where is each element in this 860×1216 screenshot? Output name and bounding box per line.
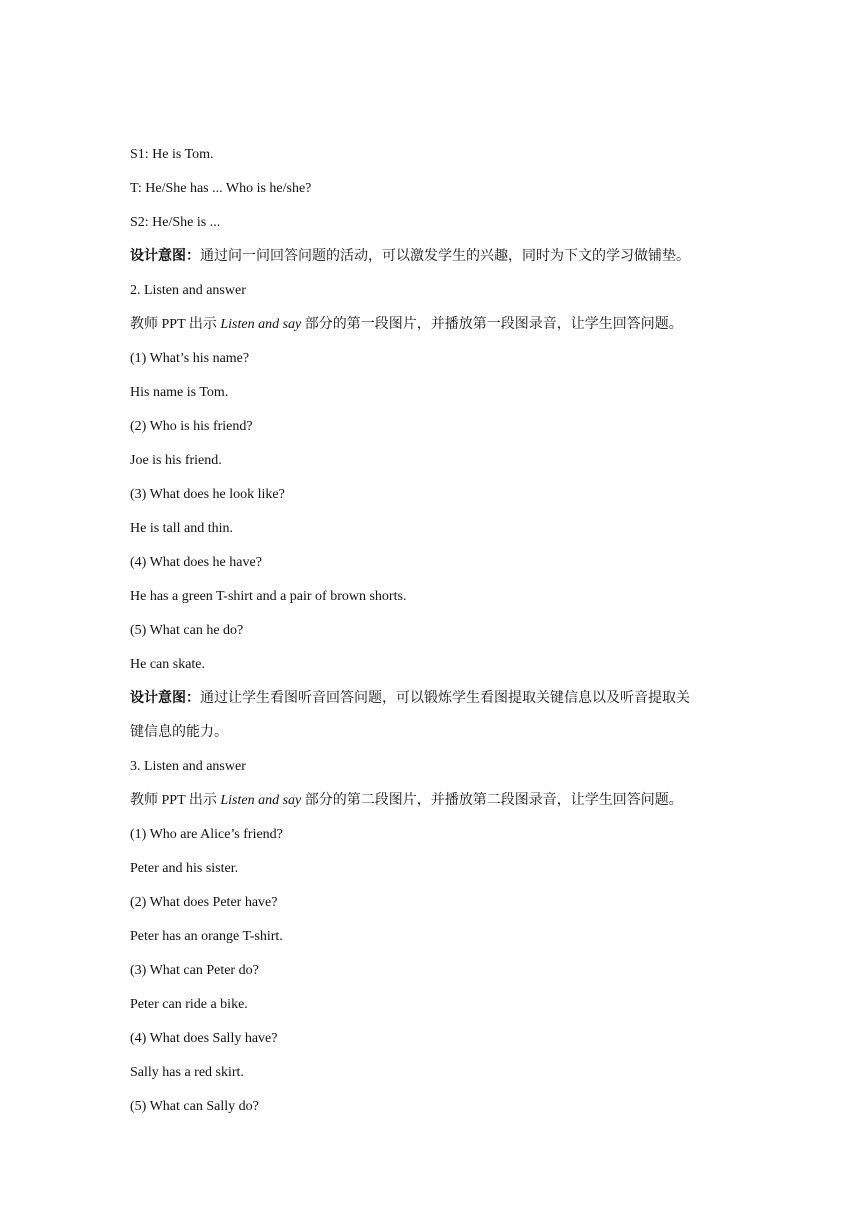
design-intent-text: 通过让学生看图听音回答问题，可以锻炼学生看图提取关键信息以及听音提取关 [200, 691, 690, 706]
dialog-line: T: He/She has ... Who is he/she? [130, 181, 312, 196]
design-intent-text: 通过问一问回答问题的活动，可以激发学生的兴趣，同时为下文的学习做铺垫。 [200, 249, 690, 264]
answer-line: He can skate. [130, 657, 206, 672]
dialog-line: S2: He/She is ... [130, 215, 221, 230]
dialog-line: S1: He is Tom. [130, 147, 214, 162]
section-intro [130, 308, 740, 342]
answer-line: His name is Tom. [130, 385, 229, 400]
question-line: (5) What can he do? [130, 623, 244, 638]
intro-text: 部分的第二段图片，并播放第二段图录音，让学生回答问题。 [301, 793, 683, 808]
question-line: (1) Who are Alice’s friend? [130, 827, 283, 842]
question-line: (1) What’s his name? [130, 351, 250, 366]
section-intro [130, 784, 740, 818]
question-line: (2) Who is his friend? [130, 419, 253, 434]
question-line: (3) What does he look like? [130, 487, 285, 502]
section-heading: 3. Listen and answer [130, 759, 246, 774]
design-intent-paragraph [130, 682, 740, 716]
question-line: (2) What does Peter have? [130, 895, 278, 910]
answer-line: Peter and his sister. [130, 861, 239, 876]
answer-line: Sally has a red skirt. [130, 1065, 244, 1080]
answer-line: He has a green T-shirt and a pair of brown shorts. [130, 589, 407, 604]
question-line: (4) What does Sally have? [130, 1031, 278, 1046]
answer-line: Joe is his friend. [130, 453, 222, 468]
intro-italic-title: Listen and say [220, 793, 302, 808]
intro-text: 教师 PPT 出示 [130, 317, 221, 332]
intro-italic-title: Listen and say [220, 317, 302, 332]
design-intent-paragraph [130, 240, 740, 274]
question-line: (4) What does he have? [130, 555, 262, 570]
intro-text: 部分的第一段图片，并播放第一段图录音，让学生回答问题。 [301, 317, 683, 332]
section-heading: 2. Listen and answer [130, 283, 246, 298]
design-intent-continuation: 键信息的能力。 [130, 725, 228, 740]
question-line: (3) What can Peter do? [130, 963, 259, 978]
question-line: (5) What can Sally do? [130, 1099, 259, 1114]
answer-line: Peter has an orange T-shirt. [130, 929, 283, 944]
design-intent-label: 设计意图： [130, 691, 200, 706]
answer-line: Peter can ride a bike. [130, 997, 248, 1012]
intro-text: 教师 PPT 出示 [130, 793, 221, 808]
document-body [130, 138, 740, 1124]
design-intent-label: 设计意图： [130, 249, 200, 264]
answer-line: He is tall and thin. [130, 521, 234, 536]
